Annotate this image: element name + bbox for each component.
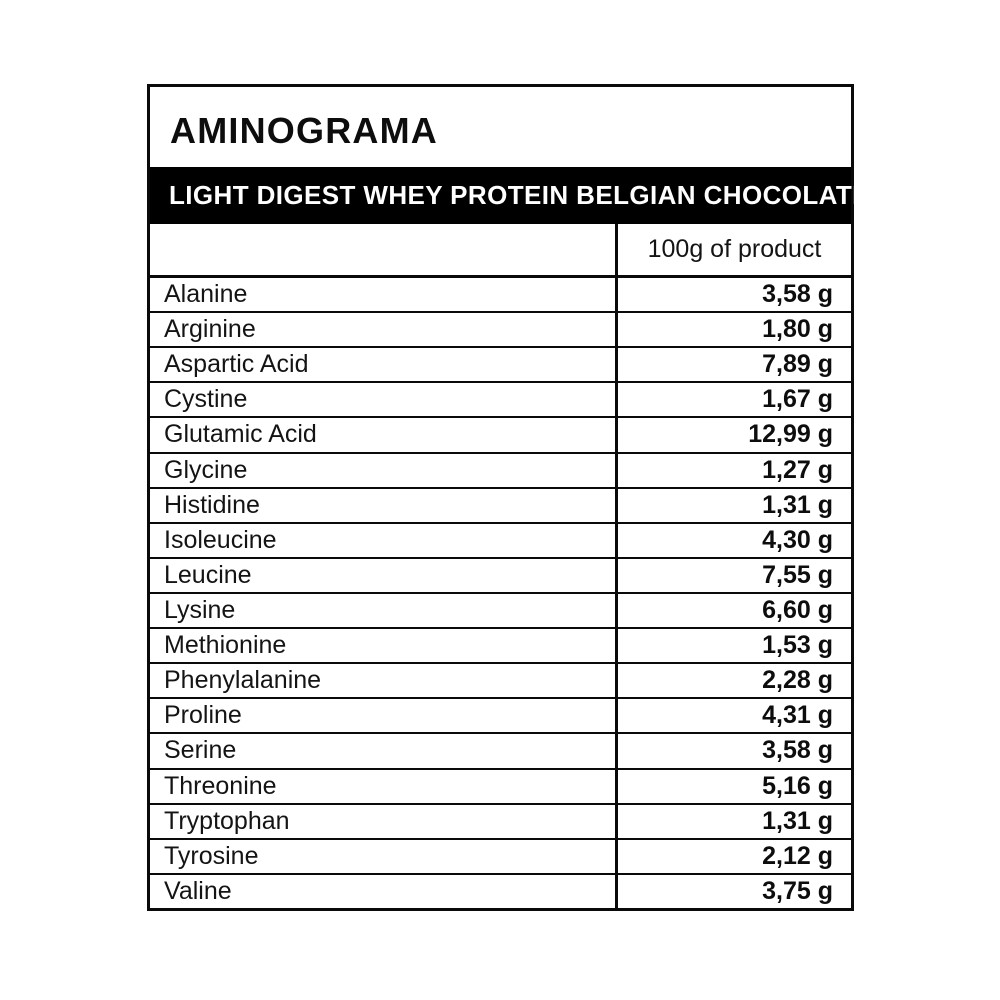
table-body [150,278,851,908]
amino-acid-name: Serine [164,736,237,765]
amino-acid-name: Histidine [164,490,260,519]
table-row [150,838,851,873]
amino-acid-value: 6,60 g [615,594,851,627]
table-row [150,487,851,522]
page-title: AMINOGRAMA [170,110,438,151]
table-row [150,381,851,416]
aminogram-card [147,84,870,911]
amino-acid-name: Proline [164,701,242,730]
amino-acid-name: Alanine [164,280,248,309]
table-row [150,452,851,487]
table-row [150,732,851,767]
title-area [150,87,851,167]
product-name: LIGHT DIGEST WHEY PROTEIN BELGIAN CHOCOLATE [169,180,870,210]
amino-acid-value: 3,75 g [615,875,851,908]
amino-acid-value: 7,89 g [615,348,851,381]
amino-acid-name: Phenylalanine [164,666,322,695]
amino-acid-name: Leucine [164,560,252,589]
amino-acid-value: 1,53 g [615,629,851,662]
amino-acid-name: Valine [164,876,232,905]
table-row [150,346,851,381]
table-row [150,697,851,732]
table-row [150,627,851,662]
table-row [150,311,851,346]
product-banner [150,167,870,224]
amino-acid-value: 12,99 g [615,418,851,451]
amino-acid-name: Glutamic Acid [164,420,317,449]
amino-acid-name: Tryptophan [164,806,290,835]
amino-acid-value: 1,67 g [615,383,851,416]
table-row [150,557,851,592]
amino-acid-value: 7,55 g [615,559,851,592]
amino-acid-value: 2,28 g [615,664,851,697]
amino-acid-name: Glycine [164,455,248,484]
column-header-100g: 100g of product [615,224,851,275]
table-row [150,278,851,311]
table-row [150,803,851,838]
amino-acid-value: 4,31 g [615,699,851,732]
amino-acid-name: Cystine [164,385,248,414]
table-row [150,522,851,557]
amino-acid-value: 1,31 g [615,489,851,522]
amino-acid-name: Threonine [164,771,277,800]
amino-acid-name: Isoleucine [164,525,277,554]
amino-acid-name: Lysine [164,596,236,625]
amino-acid-name: Aspartic Acid [164,350,309,379]
amino-acid-value: 2,12 g [615,840,851,873]
amino-acid-value: 4,30 g [615,524,851,557]
table-row [150,768,851,803]
amino-acid-name: Tyrosine [164,841,259,870]
table-row [150,416,851,451]
header-empty-cell [150,224,615,275]
amino-acid-value: 5,16 g [615,770,851,803]
amino-acid-name: Arginine [164,315,256,344]
table-row [150,662,851,697]
table-row [150,592,851,627]
amino-acid-value: 1,80 g [615,313,851,346]
table-header-row [150,224,851,278]
amino-acid-value: 3,58 g [615,278,851,311]
amino-acid-name: Methionine [164,631,287,660]
amino-acid-value: 3,58 g [615,734,851,767]
table-row [150,873,851,908]
amino-acid-value: 1,27 g [615,454,851,487]
amino-acid-value: 1,31 g [615,805,851,838]
